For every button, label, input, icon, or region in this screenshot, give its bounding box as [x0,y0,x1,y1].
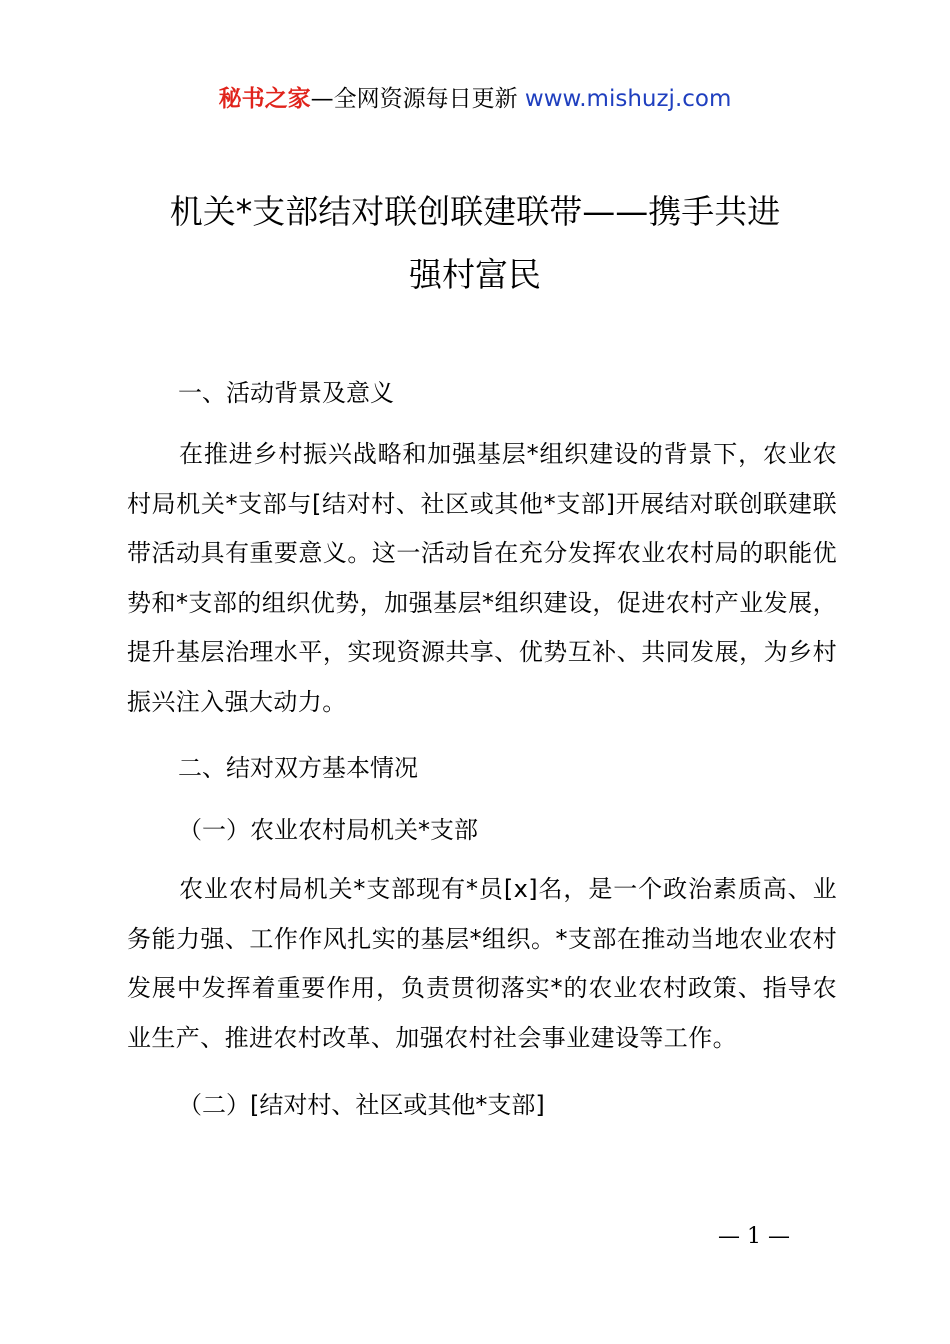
section-1-paragraph [127,430,837,727]
site-header [0,80,950,113]
page-number: — 1 — [718,1224,790,1249]
site-url-link[interactable]: www.mishuzj.com [524,86,732,112]
paragraph-text: 在推进乡村振兴战略和加强基层*组织建设的背景下，农业农村局机关*支部与[结对村、社区或其他*支部]开展结对联创联建联带活动具有重要意义。这一活动旨在充分发挥农业农村局的职能优势和*支部的组织优势，加强基层*组织建设，促进农村产业发展，提升基层治理水平，实现资源共享、优势互补、共同发展，为乡村振兴注入强大动力。 [127,440,837,716]
title-line-2: 强村富民 [409,255,541,294]
section-1-heading: 一、活动背景及意义 [178,379,394,407]
document-title [0,180,950,306]
subsection-1-heading: （一）农业农村局机关*支部 [178,816,478,844]
section-2-heading: 二、结对双方基本情况 [178,754,418,782]
paragraph-text: 农业农村局机关*支部现有*员[x]名，是一个政治素质高、业务能力强、工作作风扎实的基层*组织。*支部在推动当地农业农村发展中发挥着重要作用，负责贯彻落实*的农业农村政策、指导农业生产、推进农村改革、加强农村社会事业建设等工作。 [127,875,837,1052]
title-line-1: 机关*支部结对联创联建联带——携手共进 [169,192,781,231]
subsection-1-paragraph [127,865,837,1063]
brand-name: 秘书之家 [218,86,311,112]
header-tagline: —全网资源每日更新 [310,86,518,112]
subsection-2-heading: （二）[结对村、社区或其他*支部] [178,1091,545,1119]
